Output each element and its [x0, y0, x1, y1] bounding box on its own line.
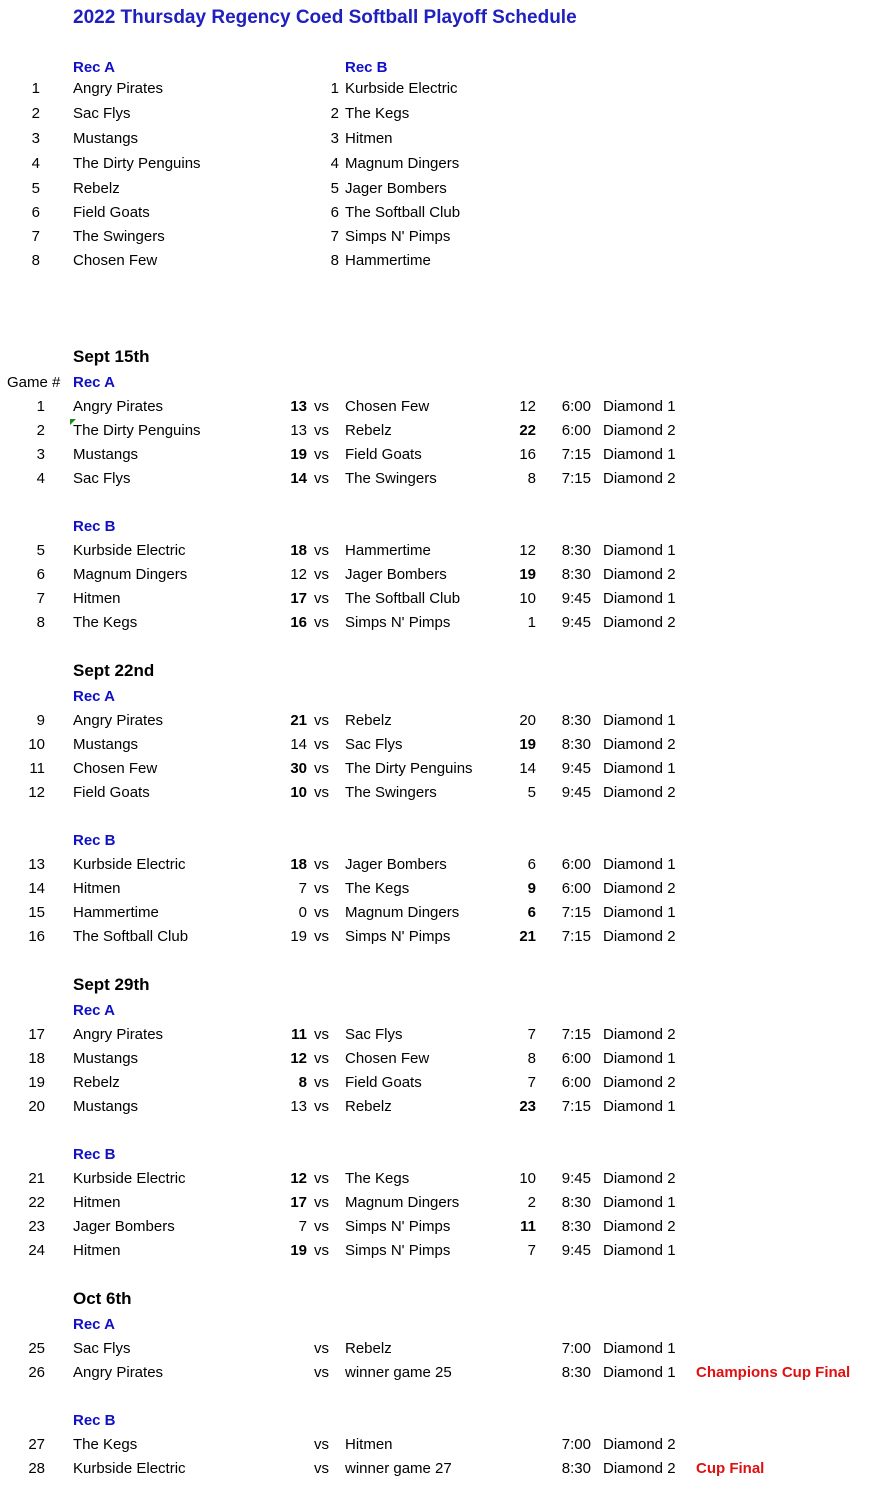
home-score: 0	[298, 904, 307, 921]
game-number: 6	[36, 566, 45, 583]
division-heading: Rec B	[73, 1412, 116, 1429]
game-time: 6:00	[561, 1050, 591, 1067]
game-time: 9:45	[561, 1170, 591, 1187]
schedule-date-heading: Sept 22nd	[73, 661, 155, 680]
game-time: 7:00	[561, 1436, 591, 1453]
game-time: 8:30	[561, 736, 591, 753]
game-time: 9:45	[561, 614, 591, 631]
standings-rank: 1	[330, 80, 339, 97]
vs-label: vs	[314, 904, 329, 921]
game-time: 8:30	[561, 1218, 591, 1235]
vs-label: vs	[314, 542, 329, 559]
away-team: Magnum Dingers	[345, 1194, 460, 1211]
away-team: Rebelz	[345, 422, 392, 439]
game-time: 7:15	[561, 904, 591, 921]
away-team: Field Goats	[345, 1074, 422, 1091]
standings-team: Angry Pirates	[73, 80, 164, 97]
game-number: 12	[28, 784, 45, 801]
game-number: 27	[28, 1436, 45, 1453]
standings-team: Field Goats	[73, 204, 150, 221]
home-score: 18	[290, 856, 307, 873]
standings-rank: 5	[330, 180, 339, 197]
game-number: 20	[28, 1098, 45, 1115]
game-number: 25	[28, 1340, 45, 1357]
game-number: 26	[28, 1364, 45, 1381]
standings-rank: 4	[330, 155, 339, 172]
diamond-field: Diamond 2	[603, 1460, 676, 1477]
home-team: Mustangs	[73, 736, 139, 753]
standings-rank: 1	[31, 80, 40, 97]
game-time: 8:30	[561, 1460, 591, 1477]
diamond-field: Diamond 1	[603, 446, 676, 463]
division-heading: Rec B	[73, 832, 116, 849]
away-team: Hitmen	[345, 1436, 393, 1453]
vs-label: vs	[314, 422, 329, 439]
diamond-field: Diamond 2	[603, 784, 676, 801]
home-team: Angry Pirates	[73, 1364, 164, 1381]
game-number: 23	[28, 1218, 45, 1235]
standings-team: Hammertime	[345, 252, 431, 269]
away-score: 5	[527, 784, 536, 801]
away-team: Sac Flys	[345, 1026, 403, 1043]
game-time: 9:45	[561, 760, 591, 777]
vs-label: vs	[314, 1218, 329, 1235]
game-number: 10	[28, 736, 45, 753]
vs-label: vs	[314, 566, 329, 583]
home-score: 16	[290, 614, 307, 631]
away-team: winner game 27	[345, 1460, 452, 1477]
standings-team: Hitmen	[345, 130, 393, 147]
standings-rank: 6	[31, 204, 40, 221]
home-score: 13	[290, 1098, 307, 1115]
division-heading: Rec B	[73, 1146, 116, 1163]
diamond-field: Diamond 1	[603, 1364, 676, 1381]
diamond-field: Diamond 1	[603, 590, 676, 607]
home-team: Magnum Dingers	[73, 566, 188, 583]
home-score: 7	[298, 880, 307, 897]
diamond-field: Diamond 1	[603, 1340, 676, 1357]
away-team: Rebelz	[345, 1340, 392, 1357]
home-team: Mustangs	[73, 1050, 139, 1067]
division-heading: Rec B	[73, 518, 116, 535]
game-time: 7:15	[561, 1026, 591, 1043]
diamond-field: Diamond 1	[603, 398, 676, 415]
home-score: 17	[290, 590, 307, 607]
vs-label: vs	[314, 470, 329, 487]
game-time: 6:00	[561, 1074, 591, 1091]
division-heading: Rec A	[73, 688, 115, 705]
away-score: 7	[527, 1242, 536, 1259]
away-score: 8	[527, 470, 536, 487]
home-team: The Kegs	[73, 614, 138, 631]
standings-rank: 5	[31, 180, 40, 197]
away-score: 10	[519, 1170, 536, 1187]
vs-label: vs	[314, 1074, 329, 1091]
game-number: 14	[28, 880, 45, 897]
home-team: Sac Flys	[73, 1340, 131, 1357]
away-score: 14	[519, 760, 536, 777]
home-score: 11	[291, 1026, 307, 1043]
vs-label: vs	[314, 398, 329, 415]
vs-label: vs	[314, 880, 329, 897]
home-team: Mustangs	[73, 1098, 139, 1115]
vs-label: vs	[314, 1194, 329, 1211]
game-time: 6:00	[561, 422, 591, 439]
away-score: 16	[519, 446, 536, 463]
standings-team: Sac Flys	[73, 105, 131, 122]
away-team: The Swingers	[345, 784, 437, 801]
home-team: Angry Pirates	[73, 712, 164, 729]
schedule-date-heading: Sept 15th	[73, 347, 150, 366]
game-time: 8:30	[561, 542, 591, 559]
vs-label: vs	[314, 1170, 329, 1187]
home-team: Hitmen	[73, 1242, 121, 1259]
home-score: 21	[290, 712, 307, 729]
standings-team: Mustangs	[73, 130, 139, 147]
away-score: 2	[527, 1194, 536, 1211]
page-title: 2022 Thursday Regency Coed Softball Playoff Schedule	[73, 7, 577, 28]
home-team: Jager Bombers	[73, 1218, 175, 1235]
game-number: 16	[28, 928, 45, 945]
away-team: Jager Bombers	[345, 566, 447, 583]
away-team: Field Goats	[345, 446, 422, 463]
diamond-field: Diamond 2	[603, 1436, 676, 1453]
standings-rec-a-heading: Rec A	[73, 59, 115, 76]
game-number: 17	[28, 1026, 45, 1043]
game-number: 18	[28, 1050, 45, 1067]
vs-label: vs	[314, 736, 329, 753]
diamond-field: Diamond 1	[603, 760, 676, 777]
standings-rec-b-heading: Rec B	[345, 59, 388, 76]
game-time: 8:30	[561, 1364, 591, 1381]
vs-label: vs	[314, 1436, 329, 1453]
away-team: The Dirty Penguins	[345, 760, 473, 777]
away-team: winner game 25	[345, 1364, 452, 1381]
diamond-field: Diamond 2	[603, 736, 676, 753]
division-heading: Rec A	[73, 1002, 115, 1019]
vs-label: vs	[314, 1050, 329, 1067]
away-score: 21	[519, 928, 536, 945]
home-score: 18	[290, 542, 307, 559]
game-time: 9:45	[561, 590, 591, 607]
away-score: 20	[519, 712, 536, 729]
home-team: Sac Flys	[73, 470, 131, 487]
vs-label: vs	[314, 856, 329, 873]
home-score: 10	[290, 784, 307, 801]
standings-team: The Softball Club	[345, 204, 461, 221]
final-note: Champions Cup Final	[696, 1364, 851, 1381]
home-team: The Softball Club	[73, 928, 189, 945]
away-score: 7	[527, 1026, 536, 1043]
vs-label: vs	[314, 1026, 329, 1043]
away-team: The Kegs	[345, 880, 410, 897]
schedule-date-heading: Sept 29th	[73, 975, 150, 994]
diamond-field: Diamond 1	[603, 1098, 676, 1115]
home-score: 7	[298, 1218, 307, 1235]
away-score: 22	[519, 422, 536, 439]
final-note: Cup Final	[696, 1460, 765, 1477]
home-score: 13	[290, 422, 307, 439]
away-team: The Kegs	[345, 1170, 410, 1187]
game-time: 8:30	[561, 712, 591, 729]
diamond-field: Diamond 1	[603, 1194, 676, 1211]
away-team: Sac Flys	[345, 736, 403, 753]
game-number: 9	[36, 712, 45, 729]
game-number: 5	[36, 542, 45, 559]
vs-label: vs	[314, 784, 329, 801]
home-team: Hitmen	[73, 590, 121, 607]
standings-rank: 6	[330, 204, 339, 221]
away-score: 10	[519, 590, 536, 607]
game-number: 24	[28, 1242, 45, 1259]
game-number-header: Game #	[7, 374, 61, 391]
home-team: The Kegs	[73, 1436, 138, 1453]
home-team: Rebelz	[73, 1074, 120, 1091]
game-number: 3	[36, 446, 45, 463]
diamond-field: Diamond 2	[603, 1170, 676, 1187]
standings-rank: 3	[31, 130, 40, 147]
diamond-field: Diamond 1	[603, 856, 676, 873]
away-score: 8	[527, 1050, 536, 1067]
game-time: 6:00	[561, 880, 591, 897]
away-team: Simps N' Pimps	[345, 928, 451, 945]
game-number: 4	[36, 470, 45, 487]
home-score: 19	[290, 446, 307, 463]
home-score: 13	[290, 398, 307, 415]
home-team: Chosen Few	[73, 760, 158, 777]
diamond-field: Diamond 2	[603, 1218, 676, 1235]
division-heading: Rec A	[73, 1316, 115, 1333]
standings-rank: 7	[31, 228, 40, 245]
home-score: 12	[290, 566, 307, 583]
away-team: The Swingers	[345, 470, 437, 487]
game-number: 13	[28, 856, 45, 873]
vs-label: vs	[314, 614, 329, 631]
division-heading: Rec A	[73, 374, 115, 391]
home-team: Angry Pirates	[73, 398, 164, 415]
game-time: 8:30	[561, 566, 591, 583]
away-team: Chosen Few	[345, 398, 430, 415]
diamond-field: Diamond 2	[603, 880, 676, 897]
diamond-field: Diamond 1	[603, 904, 676, 921]
home-score: 12	[290, 1050, 307, 1067]
diamond-field: Diamond 1	[603, 712, 676, 729]
away-team: Magnum Dingers	[345, 904, 460, 921]
away-score: 6	[527, 856, 536, 873]
home-team: Kurbside Electric	[73, 1170, 186, 1187]
away-score: 11	[520, 1218, 536, 1235]
away-score: 23	[519, 1098, 536, 1115]
away-team: Simps N' Pimps	[345, 614, 451, 631]
standings-rank: 4	[31, 155, 40, 172]
away-team: Simps N' Pimps	[345, 1242, 451, 1259]
standings-rank: 7	[330, 228, 339, 245]
away-score: 19	[519, 566, 536, 583]
away-score: 12	[519, 398, 536, 415]
home-score: 12	[290, 1170, 307, 1187]
away-team: Rebelz	[345, 712, 392, 729]
game-time: 8:30	[561, 1194, 591, 1211]
standings-team: Kurbside Electric	[345, 80, 458, 97]
home-score: 14	[290, 470, 307, 487]
home-team: Angry Pirates	[73, 1026, 164, 1043]
game-number: 8	[36, 614, 45, 631]
diamond-field: Diamond 1	[603, 542, 676, 559]
home-team: Field Goats	[73, 784, 150, 801]
standings-team: The Swingers	[73, 228, 165, 245]
home-team: Kurbside Electric	[73, 856, 186, 873]
home-team: Hammertime	[73, 904, 159, 921]
standings-rank: 8	[31, 252, 40, 269]
vs-label: vs	[314, 1460, 329, 1477]
diamond-field: Diamond 2	[603, 422, 676, 439]
home-score: 19	[290, 928, 307, 945]
standings-rank: 3	[330, 130, 339, 147]
vs-label: vs	[314, 446, 329, 463]
game-time: 9:45	[561, 1242, 591, 1259]
schedule-date-heading: Oct 6th	[73, 1289, 132, 1308]
standings-team: The Kegs	[345, 105, 410, 122]
game-time: 9:45	[561, 784, 591, 801]
away-team: Hammertime	[345, 542, 431, 559]
vs-label: vs	[314, 928, 329, 945]
game-number: 7	[36, 590, 45, 607]
game-number: 2	[36, 422, 45, 439]
standings-team: Chosen Few	[73, 252, 158, 269]
game-time: 7:15	[561, 928, 591, 945]
game-time: 6:00	[561, 856, 591, 873]
game-number: 19	[28, 1074, 45, 1091]
away-team: Chosen Few	[345, 1050, 430, 1067]
standings-team: The Dirty Penguins	[73, 155, 201, 172]
home-score: 8	[298, 1074, 307, 1091]
game-number: 28	[28, 1460, 45, 1477]
game-number: 22	[28, 1194, 45, 1211]
vs-label: vs	[314, 590, 329, 607]
standings-rank: 8	[330, 252, 339, 269]
away-score: 1	[527, 614, 536, 631]
game-time: 7:00	[561, 1340, 591, 1357]
vs-label: vs	[314, 712, 329, 729]
home-team: Hitmen	[73, 1194, 121, 1211]
standings-team: Magnum Dingers	[345, 155, 460, 172]
home-team: Mustangs	[73, 446, 139, 463]
game-time: 7:15	[561, 446, 591, 463]
diamond-field: Diamond 2	[603, 470, 676, 487]
standings-rank: 2	[330, 105, 339, 122]
diamond-field: Diamond 2	[603, 928, 676, 945]
diamond-field: Diamond 1	[603, 1242, 676, 1259]
away-team: Simps N' Pimps	[345, 1218, 451, 1235]
away-team: The Softball Club	[345, 590, 461, 607]
home-team: Hitmen	[73, 880, 121, 897]
vs-label: vs	[314, 760, 329, 777]
standings-team: Jager Bombers	[345, 180, 447, 197]
standings-team: Simps N' Pimps	[345, 228, 451, 245]
vs-label: vs	[314, 1098, 329, 1115]
game-number: 21	[28, 1170, 45, 1187]
away-score: 19	[519, 736, 536, 753]
away-score: 6	[527, 904, 536, 921]
standings-team: Rebelz	[73, 180, 120, 197]
away-team: Jager Bombers	[345, 856, 447, 873]
vs-label: vs	[314, 1364, 329, 1381]
home-score: 14	[290, 736, 307, 753]
home-score: 19	[290, 1242, 307, 1259]
game-number: 1	[36, 398, 45, 415]
game-time: 6:00	[561, 398, 591, 415]
away-team: Rebelz	[345, 1098, 392, 1115]
away-score: 9	[527, 880, 536, 897]
diamond-field: Diamond 1	[603, 1050, 676, 1067]
away-score: 12	[519, 542, 536, 559]
home-team: Kurbside Electric	[73, 1460, 186, 1477]
home-score: 30	[290, 760, 307, 777]
vs-label: vs	[314, 1340, 329, 1357]
home-team: The Dirty Penguins	[73, 422, 201, 439]
game-number: 11	[29, 760, 45, 777]
away-score: 7	[527, 1074, 536, 1091]
game-number: 15	[28, 904, 45, 921]
diamond-field: Diamond 2	[603, 1074, 676, 1091]
vs-label: vs	[314, 1242, 329, 1259]
standings-rank: 2	[31, 105, 40, 122]
diamond-field: Diamond 2	[603, 614, 676, 631]
diamond-field: Diamond 2	[603, 566, 676, 583]
game-time: 7:15	[561, 1098, 591, 1115]
game-time: 7:15	[561, 470, 591, 487]
home-score: 17	[290, 1194, 307, 1211]
diamond-field: Diamond 2	[603, 1026, 676, 1043]
home-team: Kurbside Electric	[73, 542, 186, 559]
